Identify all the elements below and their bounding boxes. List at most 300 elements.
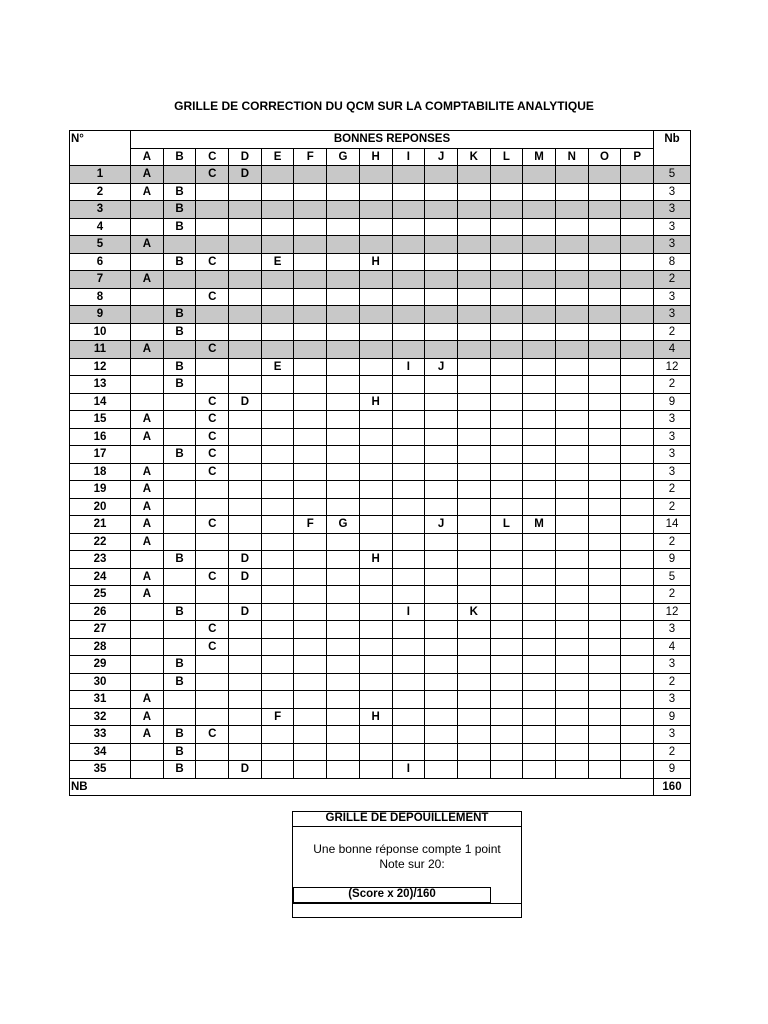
answer-cell [327, 393, 360, 411]
table-row [70, 306, 691, 324]
answer-cell [261, 656, 294, 674]
answer-cell [621, 568, 654, 586]
answer-cell: C [196, 516, 229, 534]
answer-cell [131, 761, 164, 779]
question-number: 4 [70, 218, 131, 236]
table-row [70, 411, 691, 429]
answer-cell [425, 603, 458, 621]
answer-cell [294, 726, 327, 744]
answer-cell [131, 218, 164, 236]
answer-cell [359, 638, 392, 656]
answer-cell: C [196, 166, 229, 184]
table-row [70, 481, 691, 499]
answer-cell [131, 446, 164, 464]
answer-cell [294, 638, 327, 656]
table-row [70, 761, 691, 779]
answer-cell [261, 306, 294, 324]
answer-cell [523, 568, 556, 586]
answer-cell [359, 271, 392, 289]
answer-count: 4 [654, 638, 691, 656]
answer-count: 3 [654, 463, 691, 481]
question-number: 16 [70, 428, 131, 446]
answer-cell: I [392, 358, 425, 376]
table-row [70, 201, 691, 219]
answer-cell: A [131, 236, 164, 254]
answer-cell [425, 446, 458, 464]
answer-cell [359, 411, 392, 429]
header-row-1 [70, 131, 691, 149]
answer-cell [523, 761, 556, 779]
answer-cell [327, 446, 360, 464]
answer-cell [523, 446, 556, 464]
answer-cell [490, 358, 523, 376]
answer-cell [294, 411, 327, 429]
answer-cell [588, 411, 621, 429]
answer-cell [588, 586, 621, 604]
table-row [70, 638, 691, 656]
answer-cell [359, 621, 392, 639]
answer-cell [294, 306, 327, 324]
answer-count: 3 [654, 726, 691, 744]
answer-cell [229, 306, 262, 324]
answer-cell [359, 533, 392, 551]
letter-header-c: C [196, 148, 229, 166]
question-number: 1 [70, 166, 131, 184]
table-row [70, 323, 691, 341]
answer-cell [229, 708, 262, 726]
answer-count: 2 [654, 586, 691, 604]
table-row [70, 533, 691, 551]
answer-cell [425, 218, 458, 236]
answer-cell: B [163, 376, 196, 394]
answer-cell [359, 481, 392, 499]
answer-cell [490, 306, 523, 324]
answer-cell [294, 236, 327, 254]
answer-cell [523, 551, 556, 569]
answer-cell [392, 621, 425, 639]
answer-cell [294, 166, 327, 184]
answer-cell [588, 481, 621, 499]
answer-cell [131, 393, 164, 411]
answer-cell [327, 743, 360, 761]
answer-cell [261, 603, 294, 621]
answer-cell [523, 708, 556, 726]
answer-cell [392, 428, 425, 446]
answer-cell [196, 708, 229, 726]
answer-cell [392, 236, 425, 254]
table-row [70, 166, 691, 184]
answer-cell [261, 533, 294, 551]
answer-cell [555, 341, 588, 359]
answer-cell [555, 463, 588, 481]
answer-cell [392, 533, 425, 551]
answer-cell: B [163, 358, 196, 376]
answer-cell [196, 306, 229, 324]
answer-cell [425, 533, 458, 551]
answer-cell [457, 306, 490, 324]
answer-cell [490, 428, 523, 446]
answer-cell [392, 323, 425, 341]
total-label: NB [70, 778, 654, 796]
answer-cell [294, 201, 327, 219]
answer-cell: F [261, 708, 294, 726]
answer-cell [359, 201, 392, 219]
answer-cell [523, 323, 556, 341]
answer-cell [425, 428, 458, 446]
table-row [70, 691, 691, 709]
answer-cell [392, 411, 425, 429]
question-number: 21 [70, 516, 131, 534]
answer-cell: B [163, 183, 196, 201]
question-number: 6 [70, 253, 131, 271]
answer-cell [327, 376, 360, 394]
question-number: 11 [70, 341, 131, 359]
answer-cell: D [229, 603, 262, 621]
answer-cell [261, 428, 294, 446]
answer-cell [294, 323, 327, 341]
answer-count: 3 [654, 236, 691, 254]
answer-cell [359, 288, 392, 306]
answer-cell [588, 393, 621, 411]
answer-cell [261, 568, 294, 586]
answer-cell [196, 271, 229, 289]
answer-cell [425, 376, 458, 394]
answer-cell [555, 673, 588, 691]
answer-cell [196, 183, 229, 201]
answer-cell [490, 568, 523, 586]
question-number: 25 [70, 586, 131, 604]
answer-cell [163, 516, 196, 534]
answer-cell [229, 323, 262, 341]
answer-cell [588, 673, 621, 691]
answer-cell [294, 183, 327, 201]
answer-cell [131, 288, 164, 306]
answer-cell [621, 638, 654, 656]
answer-cell [457, 183, 490, 201]
table-row [70, 271, 691, 289]
answer-cell [294, 621, 327, 639]
answer-cell [621, 306, 654, 324]
answer-cell [588, 166, 621, 184]
answer-cell: J [425, 358, 458, 376]
answer-cell [294, 743, 327, 761]
answer-cell [457, 726, 490, 744]
answer-cell [621, 411, 654, 429]
answer-cell: C [196, 621, 229, 639]
answer-cell [392, 726, 425, 744]
answer-cell [261, 516, 294, 534]
answer-count: 2 [654, 481, 691, 499]
header-count: Nb [654, 131, 691, 166]
answer-cell [523, 673, 556, 691]
scoring-rule-text: Une bonne réponse compte 1 point [313, 842, 501, 856]
answer-cell [163, 586, 196, 604]
answer-cell [555, 201, 588, 219]
table-row [70, 288, 691, 306]
scoring-box [292, 811, 522, 918]
letter-header-m: M [523, 148, 556, 166]
answer-cell [196, 586, 229, 604]
answer-cell [327, 411, 360, 429]
answer-cell [621, 271, 654, 289]
answer-cell [555, 288, 588, 306]
table-row [70, 253, 691, 271]
answer-cell [490, 638, 523, 656]
letter-header-l: L [490, 148, 523, 166]
question-number: 17 [70, 446, 131, 464]
answer-count: 2 [654, 743, 691, 761]
question-number: 23 [70, 551, 131, 569]
answer-cell [392, 743, 425, 761]
answer-count: 3 [654, 288, 691, 306]
answer-cell [490, 376, 523, 394]
answer-cell [229, 621, 262, 639]
answer-cell [523, 183, 556, 201]
answer-cell [229, 481, 262, 499]
answer-cell [621, 656, 654, 674]
answer-cell [425, 481, 458, 499]
answer-cell [327, 586, 360, 604]
answer-cell [588, 726, 621, 744]
grid-body [70, 131, 691, 796]
answer-cell [588, 691, 621, 709]
answer-cell [359, 743, 392, 761]
answer-cell [359, 323, 392, 341]
answer-cell: A [131, 183, 164, 201]
answer-cell [229, 218, 262, 236]
answer-cell [261, 411, 294, 429]
answer-cell: C [196, 726, 229, 744]
answer-count: 2 [654, 323, 691, 341]
answer-cell [327, 306, 360, 324]
answer-cell [457, 481, 490, 499]
answer-cell: M [523, 516, 556, 534]
answer-cell [131, 551, 164, 569]
total-row [70, 778, 691, 796]
answer-cell [490, 341, 523, 359]
answer-cell [327, 253, 360, 271]
answer-cell [490, 166, 523, 184]
answer-cell [490, 656, 523, 674]
answer-cell [327, 568, 360, 586]
answer-cell [425, 393, 458, 411]
answer-cell [490, 463, 523, 481]
answer-count: 9 [654, 761, 691, 779]
answer-cell [621, 551, 654, 569]
answer-cell [261, 761, 294, 779]
answer-cell [457, 743, 490, 761]
answer-cell [163, 463, 196, 481]
answer-cell [196, 218, 229, 236]
question-number: 34 [70, 743, 131, 761]
answer-cell: H [359, 708, 392, 726]
answer-cell: B [163, 218, 196, 236]
answer-cell [163, 288, 196, 306]
table-row [70, 568, 691, 586]
answer-cell [555, 621, 588, 639]
answer-cell [523, 586, 556, 604]
answer-cell [392, 218, 425, 236]
score-formula: (Score x 20)/160 [293, 887, 491, 903]
answer-cell [327, 288, 360, 306]
answer-cell [229, 183, 262, 201]
answer-cell [588, 376, 621, 394]
answer-cell: C [196, 446, 229, 464]
answer-cell [555, 708, 588, 726]
answer-cell [261, 481, 294, 499]
answer-cell [588, 446, 621, 464]
answer-cell: A [131, 341, 164, 359]
question-number: 9 [70, 306, 131, 324]
answer-cell [359, 656, 392, 674]
answer-cell [294, 271, 327, 289]
answer-cell [457, 533, 490, 551]
answer-cell: A [131, 498, 164, 516]
answer-cell [425, 411, 458, 429]
answer-cell [588, 638, 621, 656]
answer-cell [457, 463, 490, 481]
answer-cell [457, 236, 490, 254]
table-row [70, 183, 691, 201]
question-number: 27 [70, 621, 131, 639]
letter-header-i: I [392, 148, 425, 166]
answer-cell: J [425, 516, 458, 534]
answer-cell [392, 288, 425, 306]
answer-cell: C [196, 393, 229, 411]
table-row [70, 621, 691, 639]
answer-cell [621, 341, 654, 359]
table-row [70, 498, 691, 516]
answer-cell [229, 691, 262, 709]
answer-cell [588, 603, 621, 621]
answer-cell [555, 551, 588, 569]
answer-cell [294, 761, 327, 779]
answer-cell [555, 236, 588, 254]
answer-cell [196, 761, 229, 779]
answer-cell [163, 621, 196, 639]
answer-cell [261, 638, 294, 656]
answer-cell [588, 428, 621, 446]
answer-cell [359, 166, 392, 184]
answer-cell [327, 166, 360, 184]
answer-cell: E [261, 358, 294, 376]
answer-cell [392, 166, 425, 184]
answer-cell [457, 288, 490, 306]
answer-cell [523, 393, 556, 411]
answer-cell [457, 673, 490, 691]
answer-cell [457, 218, 490, 236]
answer-cell: B [163, 603, 196, 621]
answer-cell: A [131, 463, 164, 481]
answer-cell [425, 271, 458, 289]
answer-count: 3 [654, 411, 691, 429]
answer-cell [588, 463, 621, 481]
answer-cell [392, 673, 425, 691]
answer-cell [196, 743, 229, 761]
answer-cell [457, 341, 490, 359]
answer-cell [294, 481, 327, 499]
answer-cell [327, 236, 360, 254]
answer-cell: B [163, 656, 196, 674]
answer-cell [196, 603, 229, 621]
answer-cell: B [163, 201, 196, 219]
answer-cell [327, 638, 360, 656]
answer-count: 3 [654, 218, 691, 236]
answer-cell [359, 586, 392, 604]
answer-cell [327, 551, 360, 569]
question-number: 24 [70, 568, 131, 586]
answer-cell [621, 708, 654, 726]
answer-cell [523, 166, 556, 184]
answer-cell [523, 726, 556, 744]
letter-header-n: N [555, 148, 588, 166]
answer-cell [261, 376, 294, 394]
answer-cell [327, 358, 360, 376]
answer-cell [457, 621, 490, 639]
answer-cell: H [359, 253, 392, 271]
answer-cell [425, 638, 458, 656]
answer-cell [425, 306, 458, 324]
answer-count: 3 [654, 656, 691, 674]
answer-cell [196, 323, 229, 341]
answer-cell [425, 551, 458, 569]
table-row [70, 218, 691, 236]
answer-cell [588, 288, 621, 306]
answer-cell [621, 533, 654, 551]
answer-cell [196, 673, 229, 691]
answer-cell [294, 551, 327, 569]
answer-cell [490, 673, 523, 691]
answer-cell [555, 183, 588, 201]
answer-cell [327, 323, 360, 341]
answer-cell [555, 323, 588, 341]
question-number: 28 [70, 638, 131, 656]
answer-cell [588, 743, 621, 761]
answer-cell [131, 376, 164, 394]
answer-cell [359, 358, 392, 376]
answer-cell [490, 183, 523, 201]
answer-cell [457, 761, 490, 779]
answer-count: 9 [654, 393, 691, 411]
table-row [70, 341, 691, 359]
answer-cell [327, 341, 360, 359]
answer-cell [425, 656, 458, 674]
answer-cell [490, 761, 523, 779]
answer-cell [425, 743, 458, 761]
answer-cell [621, 726, 654, 744]
question-number: 5 [70, 236, 131, 254]
answer-cell [425, 288, 458, 306]
question-number: 20 [70, 498, 131, 516]
answer-cell [261, 673, 294, 691]
answer-cell [588, 323, 621, 341]
answer-cell [555, 498, 588, 516]
letter-header-e: E [261, 148, 294, 166]
answer-cell [621, 481, 654, 499]
answer-cell [392, 271, 425, 289]
question-number: 8 [70, 288, 131, 306]
answer-cell [294, 393, 327, 411]
answer-cell [621, 376, 654, 394]
answer-cell [392, 183, 425, 201]
answer-cell [163, 533, 196, 551]
answer-cell: B [163, 761, 196, 779]
answer-cell [555, 166, 588, 184]
answer-cell: C [196, 253, 229, 271]
answer-cell [555, 743, 588, 761]
answer-cell [261, 183, 294, 201]
answer-cell [229, 201, 262, 219]
